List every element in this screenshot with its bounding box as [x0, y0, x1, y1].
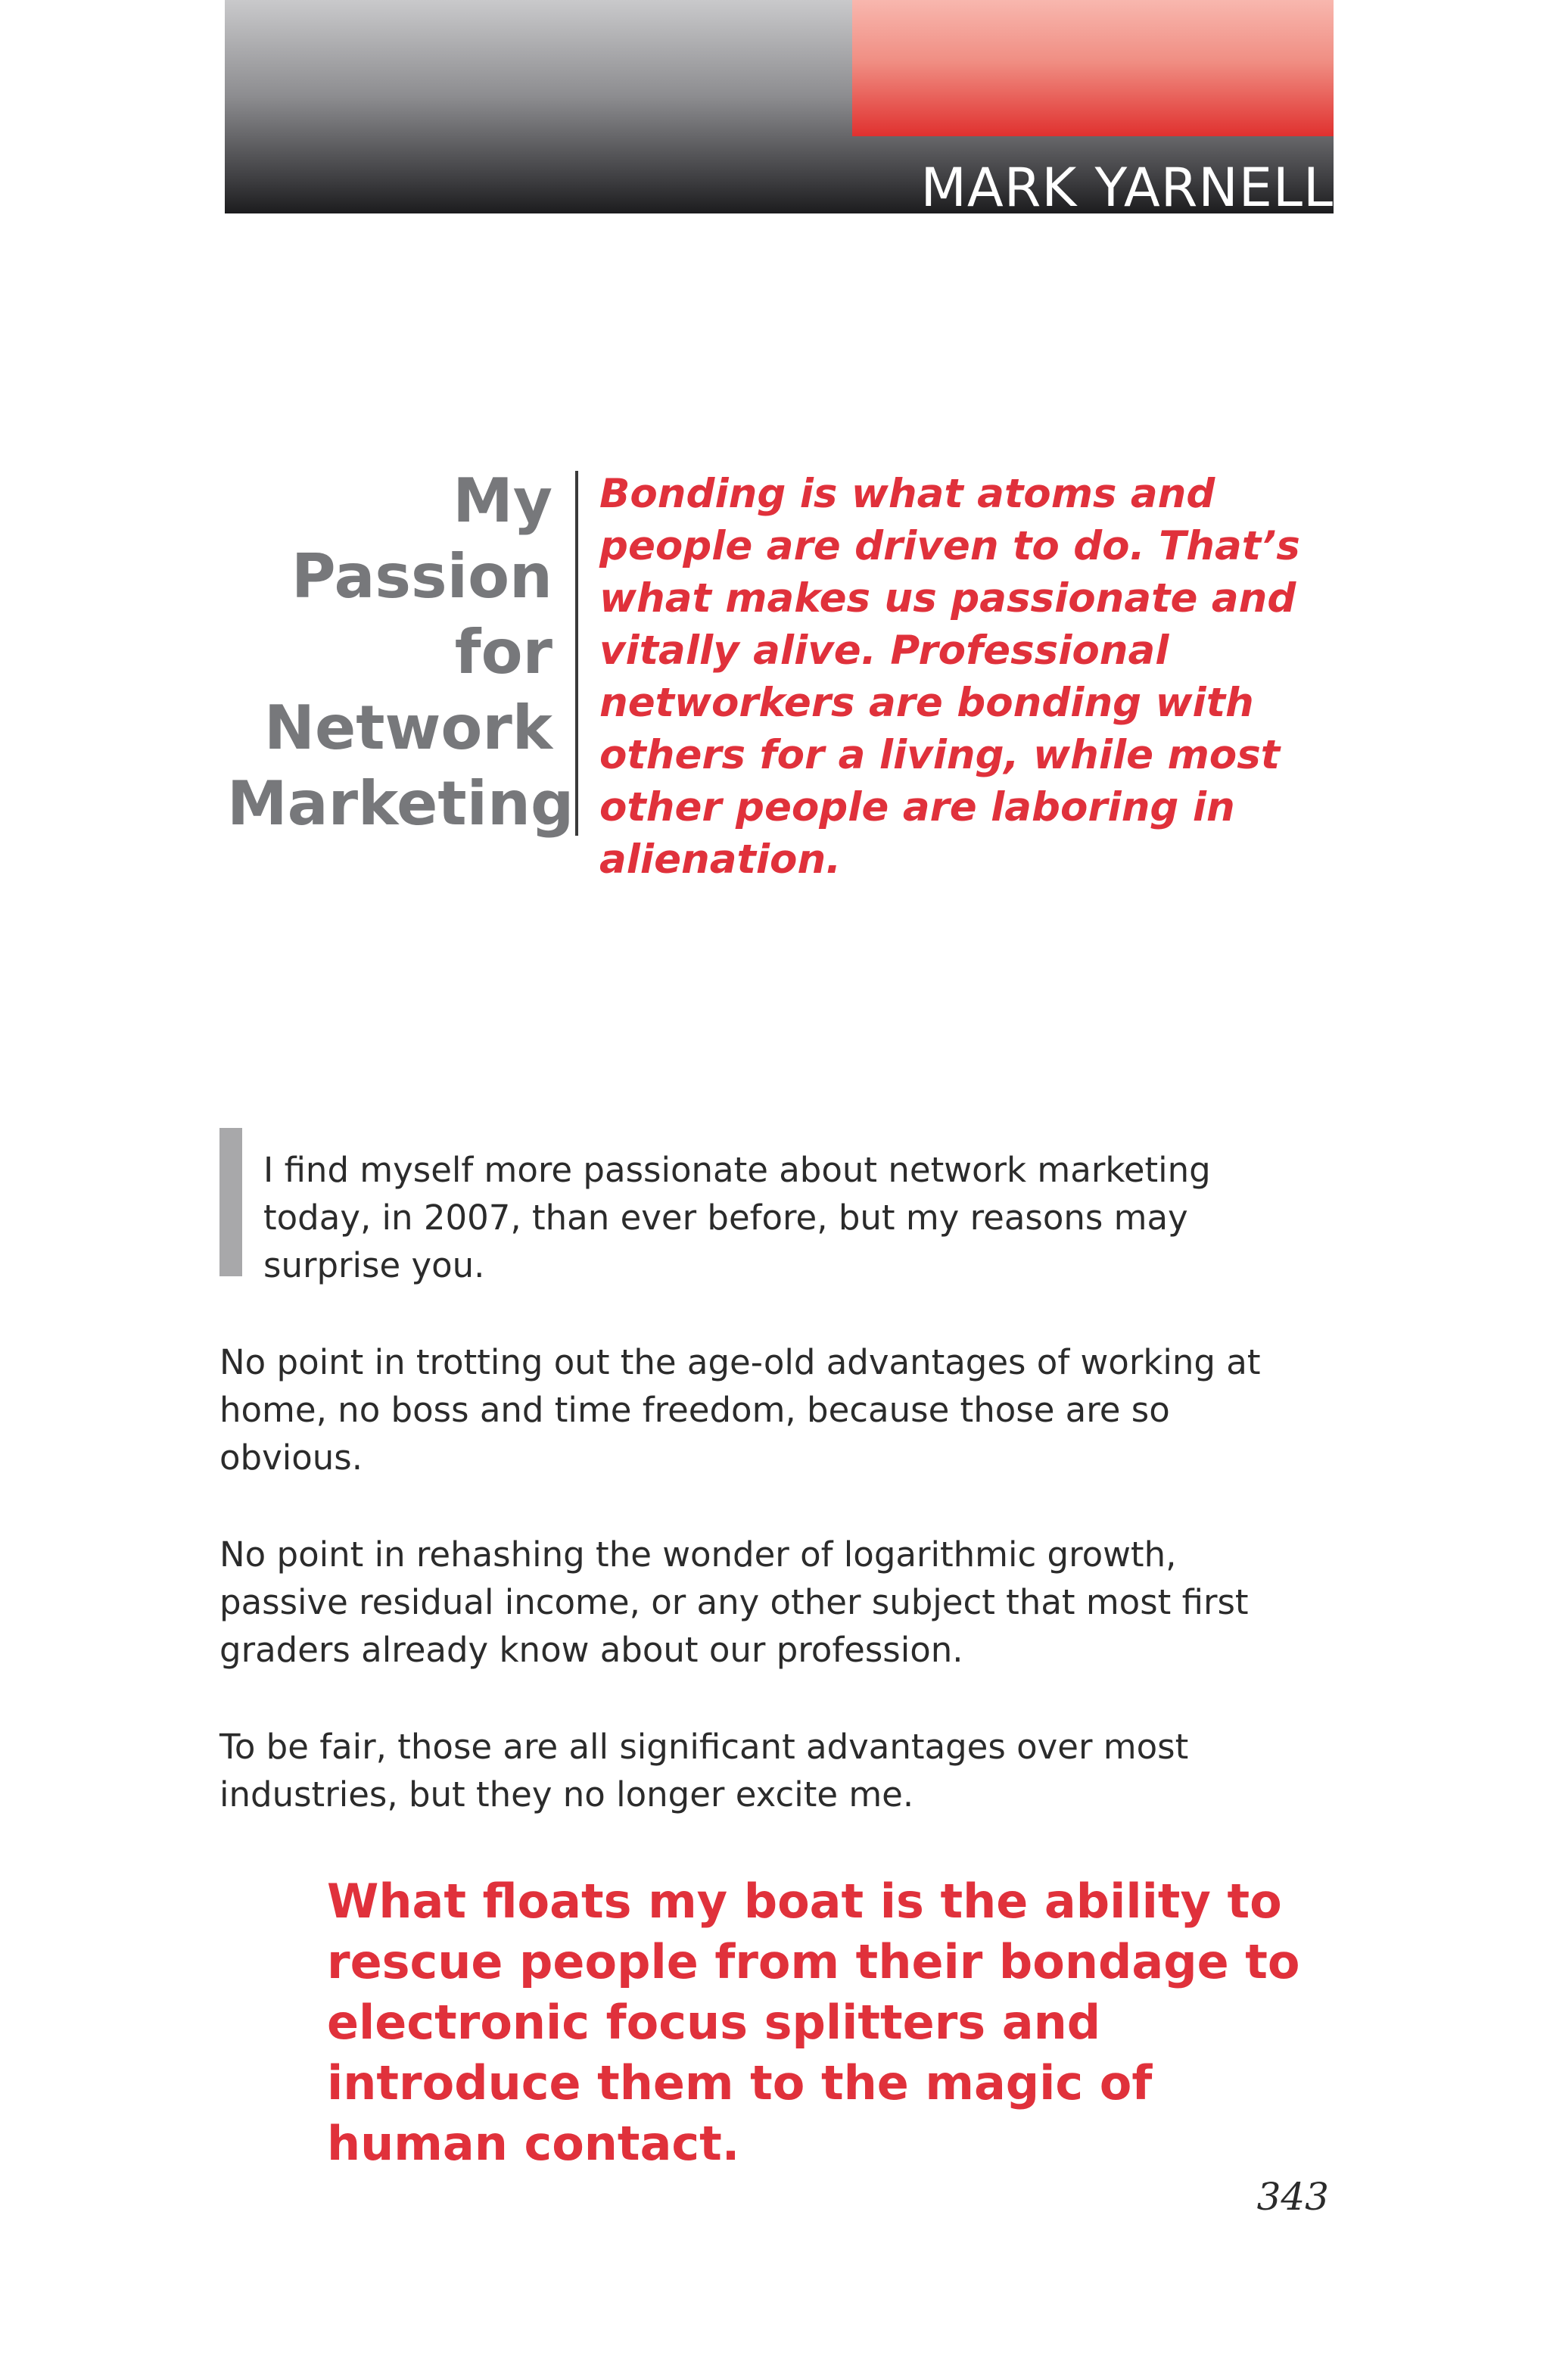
- chapter-title-line: Marketing: [227, 768, 574, 839]
- chapter-title-line: for: [454, 617, 552, 687]
- dropcap-bar: [219, 1128, 242, 1276]
- body-paragraph: To be fair, those are all significant advantages over most industries, but they no longer excite me.: [219, 1727, 1189, 1815]
- body-paragraph: No point in trotting out the age-old advantages of working at home, no boss and time freedom, because those are so obvious.: [219, 1342, 1261, 1478]
- chapter-title: [227, 463, 574, 842]
- chapter-title-line: Network: [264, 693, 552, 763]
- body-paragraph: I find myself more passionate about network marketing today, in 2007, than ever before, but my reasons may surprise you.: [263, 1150, 1211, 1285]
- header-red-accent: [852, 0, 1334, 136]
- title-divider: [575, 471, 578, 836]
- chapter-title-line: My: [453, 466, 552, 536]
- page-number: 343: [1256, 2175, 1329, 2219]
- chapter-title-line: Passion: [291, 541, 552, 612]
- body-paragraph: No point in rehashing the wonder of logarithmic growth, passive residual income, or any other subject that most first graders already know about our profession.: [219, 1534, 1249, 1670]
- author-name: MARK YARNELL: [920, 157, 1334, 219]
- chapter-pull-quote: Bonding is what atoms and people are driven to do. That’s what makes us passionate and vitally alive. Professional networkers are bonding with others for a living, while most other people are laboring in alienation.: [599, 471, 1300, 883]
- highlight-quote: What floats my boat is the ability to rescue people from their bondage to electronic focus splitters and introduce them to the magic of human contact.: [327, 1874, 1300, 2171]
